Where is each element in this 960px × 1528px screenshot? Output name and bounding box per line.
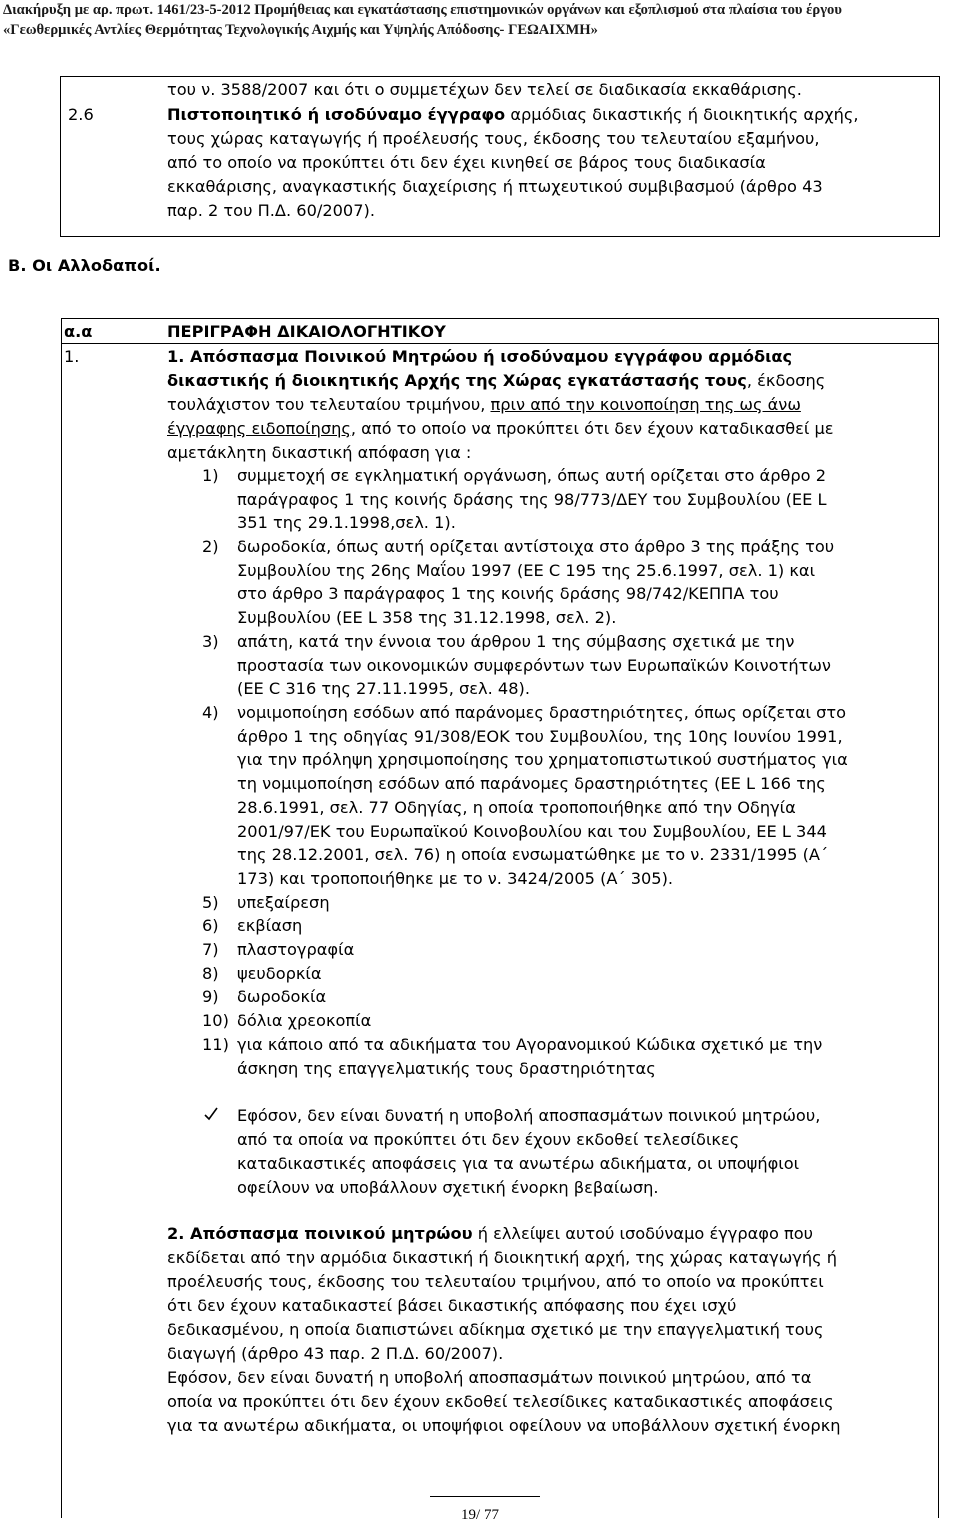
check-paragraph-line: από τα οποία να προκύπτει ότι δεν έχουν εκδοθεί τελεσίδικες — [237, 1130, 740, 1149]
offence-list-item-text: δόλια χρεοκοπία — [237, 1011, 372, 1030]
offence-list-item-text: προστασία των οικονομικών συμφερόντων των Ευρωπαϊκών Κοινοτήτων — [237, 655, 831, 675]
document-header — [0, 0, 960, 40]
offence-list-item-text: ψευδορκία — [237, 964, 322, 983]
row-2-line: οποία να προκύπτει ότι δεν έχουν εκδοθεί τελεσίδικες καταδικαστικές αποφάσεις — [167, 1392, 834, 1411]
table-col-header-description: ΠΕΡΙΓΡΑΦΗ ΔΙΚΑΙΟΛΟΓΗΤΙΚΟΥ — [167, 322, 446, 341]
offence-list-item — [202, 535, 892, 630]
continuation-line: του ν. 3588/2007 και ότι ο συμμετέχων δεν τελεί σε διαδικασία εκκαθάρισης. — [167, 80, 802, 99]
offence-list-item-number: 1) — [202, 466, 219, 485]
row-1-after-bold: , έκδοσης — [746, 371, 826, 390]
row-1-line-3 — [167, 393, 801, 417]
row-1-line-4 — [167, 417, 834, 441]
offence-list-item-text: δωροδοκία, όπως αυτή ορίζεται αντίστοιχα στο άρθρο 3 της πράξης του — [237, 537, 835, 556]
row-1-number: 1. — [64, 347, 80, 366]
frame-bottom-border — [60, 236, 940, 237]
frame-top-border — [60, 76, 940, 77]
offence-list-item — [202, 962, 892, 986]
offence-list-item-text: νομιμοποίηση εσόδων από παράνομες δραστηριότητες, όπως ορίζεται στο — [237, 703, 847, 722]
row-2-after-bold: ή ελλείψει αυτού ισοδύναμο έγγραφο που — [472, 1224, 814, 1243]
offence-list-item-number: 10) — [202, 1011, 229, 1030]
frame-left-border — [60, 76, 61, 236]
row-1-line-3-underlined: πριν από την κοινοποίηση της ως άνω — [490, 395, 801, 414]
offence-list-item-number: 5) — [202, 893, 219, 912]
row-2-line: ότι δεν έχουν καταδικαστεί βάσει δικαστικής απόφασης που έχει ισχύ — [167, 1296, 737, 1315]
item-2-6-line: τους χώρας καταγωγής ή προέλευσής τους, έκδοσης του τελευταίου εξαμήνου, — [167, 129, 820, 148]
offence-list-item-text: πλαστογραφία — [237, 940, 355, 959]
checkmark-icon — [203, 1106, 219, 1122]
frame-right-border — [939, 76, 940, 236]
table-left-border — [61, 318, 62, 1518]
check-paragraph-line: οφείλουν να υποβάλλουν σχετική ένορκη βεβαίωση. — [237, 1178, 659, 1197]
offence-list-item-number: 2) — [202, 537, 219, 556]
offence-list-item-text: άρθρο 1 της οδηγίας 91/308/ΕΟΚ του Συμβουλίου, της 10ης Ιουνίου 1991, — [237, 726, 843, 746]
item-2-6-line: παρ. 2 του Π.Δ. 60/2007). — [167, 201, 375, 220]
offence-list-item — [202, 1033, 892, 1080]
header-line-1: Διακήρυξη με αρ. πρωτ. 1461/23-5-2012 Προμήθειας και εγκατάστασης επιστημονικών οργάνων και εξοπλισμού στα πλαίσια του έργου — [3, 2, 842, 18]
item-2-6-bold: Πιστοποιητικό ή ισοδύναμο έγγραφο — [167, 105, 506, 124]
offence-list-item — [202, 701, 892, 891]
offence-list-item-number: 9) — [202, 987, 219, 1006]
row-1-line-4-plain: , από το οποίο να προκύπτει ότι δεν έχουν καταδικασθεί με — [350, 419, 834, 438]
offence-list-item-number: 6) — [202, 916, 219, 935]
offence-list-item-text: τη νομιμοποίηση εσόδων από παράνομες δραστηριότητες (ΕΕ L 166 της — [237, 774, 826, 794]
section-b-heading: Β. Οι Αλλοδαποί. — [8, 256, 161, 275]
row-2-line: Εφόσον, δεν είναι δυνατή η υποβολή αποσπασμάτων ποινικού μητρώου, από τα — [167, 1368, 812, 1387]
offence-list-item — [202, 464, 892, 535]
page-number: 19/ 77 — [461, 1507, 499, 1523]
offence-list-item-text: Συμβουλίου της 26ης Μαΐου 1997 (ΕΕ C 195 της 25.6.1997, σελ. 1) και — [237, 560, 816, 580]
offence-list-item — [202, 985, 892, 1009]
offence-list-item-text: εκβίαση — [237, 916, 303, 935]
offence-list-item-text: 351 της 29.1.1998,σελ. 1). — [237, 513, 456, 533]
offence-list-item-text: απάτη, κατά την έννοια του άρθρου 1 της σύμβασης σχετικά με την — [237, 632, 795, 651]
offence-list-item-text: υπεξαίρεση — [237, 893, 330, 912]
row-1-line-3-plain: τουλάχιστον του τελευταίου τριμήνου, — [167, 395, 491, 414]
row-1-line-5: αμετάκλητη δικαστική απόφαση για : — [167, 443, 472, 462]
offence-list-item-text: συμμετοχή σε εγκληματική οργάνωση, όπως αυτή ορίζεται στο άρθρο 2 — [237, 466, 827, 485]
row-2-first-line — [167, 1222, 813, 1246]
row-2-line: δεδικασμένου, η οποία διαπιστώνει αδίκημα σχετικό με την επαγγελματική τους — [167, 1320, 824, 1339]
offence-list-item — [202, 938, 892, 962]
item-2-6-line: από το οποίο να προκύπτει ότι δεν έχει κινηθεί σε βάρος τους διαδικασία — [167, 153, 766, 172]
offence-list-item-text: 28.6.1991, σελ. 77 Οδηγίας, η οποία τροποποιήθηκε από την Οδηγία — [237, 797, 796, 817]
offence-list-item-text: άσκηση της επαγγελματικής τους δραστηριότητας — [237, 1058, 656, 1078]
row-1-line-4-underlined: έγγραφης ειδοποίησης — [167, 419, 351, 438]
offence-list-item-text: δωροδοκία — [237, 987, 327, 1006]
row-1-bold-line-2: δικαστικής ή διοικητικής Αρχής της Χώρας εγκατάστασής τους — [167, 371, 747, 390]
row-2-line: διαγωγή (άρθρο 43 παρ. 2 Π.Δ. 60/2007). — [167, 1344, 504, 1363]
offence-list-item-text: 173) και τροποποιήθηκε με το ν. 3424/2005 (Α΄ 305). — [237, 868, 674, 888]
header-line-2: «Γεωθερμικές Αντλίες Θερμότητας Τεχνολογικής Αιχμής και Υψηλής Απόδοσης- ΓΕΩΑΙΧΜΗ» — [3, 22, 598, 38]
item-2-6-text: αρμόδιας δικαστικής ή διοικητικής αρχής, — [505, 105, 859, 124]
row-2-line: για τα ανωτέρω αδικήματα, οι υποψήφιοι οφείλουν να υποβάλλουν σχετική ένορκη — [167, 1416, 841, 1435]
offence-list-item — [202, 891, 892, 915]
check-paragraph-line: καταδικαστικές αποφάσεις για τα ανωτέρω αδικήματα, οι υποψήφιοι — [237, 1154, 800, 1173]
offence-list-item-number: 4) — [202, 703, 219, 722]
offence-list-item-text: (ΕΕ C 316 της 27.11.1995, σελ. 48). — [237, 679, 530, 699]
row-2-line: προέλευσής τους, έκδοσης του τελευταίου τριμήνου, από το οποίο να προκύπτει — [167, 1272, 824, 1291]
offence-list-item-text: για κάποιο από τα αδικήματα του Αγορανομικού Κώδικα σχετικό με την — [237, 1035, 823, 1054]
offence-list-item-number: 3) — [202, 632, 219, 651]
offence-list-item-text: στο άρθρο 3 παράγραφος 1 της κοινής δράσης 98/742/ΚΕΠΠΑ του — [237, 584, 779, 604]
item-2-6-line: εκκαθάρισης, αναγκαστικής διαχείρισης ή πτωχευτικού συμβιβασμού (άρθρο 43 — [167, 177, 823, 196]
offence-list-item-number: 11) — [202, 1035, 229, 1054]
offence-list-item — [202, 914, 892, 938]
row-1-bold-line-1: 1. Απόσπασμα Ποινικού Μητρώου ή ισοδύναμου εγγράφου αρμόδιας — [167, 347, 793, 366]
offence-list-item-text: της 28.12.2001, σελ. 76) η οποία ενσωματώθηκε με το ν. 2331/1995 (Α΄ — [237, 845, 829, 865]
item-2-6-first-line — [167, 103, 859, 127]
table-right-border — [938, 318, 939, 1518]
offence-list-item-text: Συμβουλίου (ΕΕ L 358 της 31.12.1998, σελ. 2). — [237, 608, 617, 628]
offence-list-item-text: 2001/97/ΕΚ του Ευρωπαϊκού Κοινοβουλίου και του Συμβουλίου, ΕΕ L 344 — [237, 821, 827, 841]
offence-list-item-text: για την πρόληψη χρησιμοποίησης του χρηματοπιστωτικού συστήματος για — [237, 750, 848, 770]
offence-list-item-text: παράγραφος 1 της κοινής δράσης της 98/773/ΔΕΥ του Συμβουλίου (ΕΕ L — [237, 489, 827, 509]
row-2-bold: 2. Απόσπασμα ποινικού μητρώου — [167, 1224, 473, 1243]
offence-list-item — [202, 630, 892, 701]
footer-divider — [430, 1496, 540, 1497]
row-2-line: εκδίδεται από την αρμόδια δικαστική ή διοικητική αρχή, της χώρας καταγωγής ή — [167, 1248, 838, 1267]
offence-list-item — [202, 1009, 892, 1033]
row-1-line-2 — [167, 369, 825, 393]
offence-list-item-number: 8) — [202, 964, 219, 983]
item-number-2-6: 2.6 — [68, 105, 94, 124]
check-paragraph-line: Εφόσον, δεν είναι δυνατή η υποβολή αποσπασμάτων ποινικού μητρώου, — [237, 1106, 821, 1125]
table-col-header-aa: α.α — [64, 322, 93, 341]
offence-list-item-number: 7) — [202, 940, 219, 959]
